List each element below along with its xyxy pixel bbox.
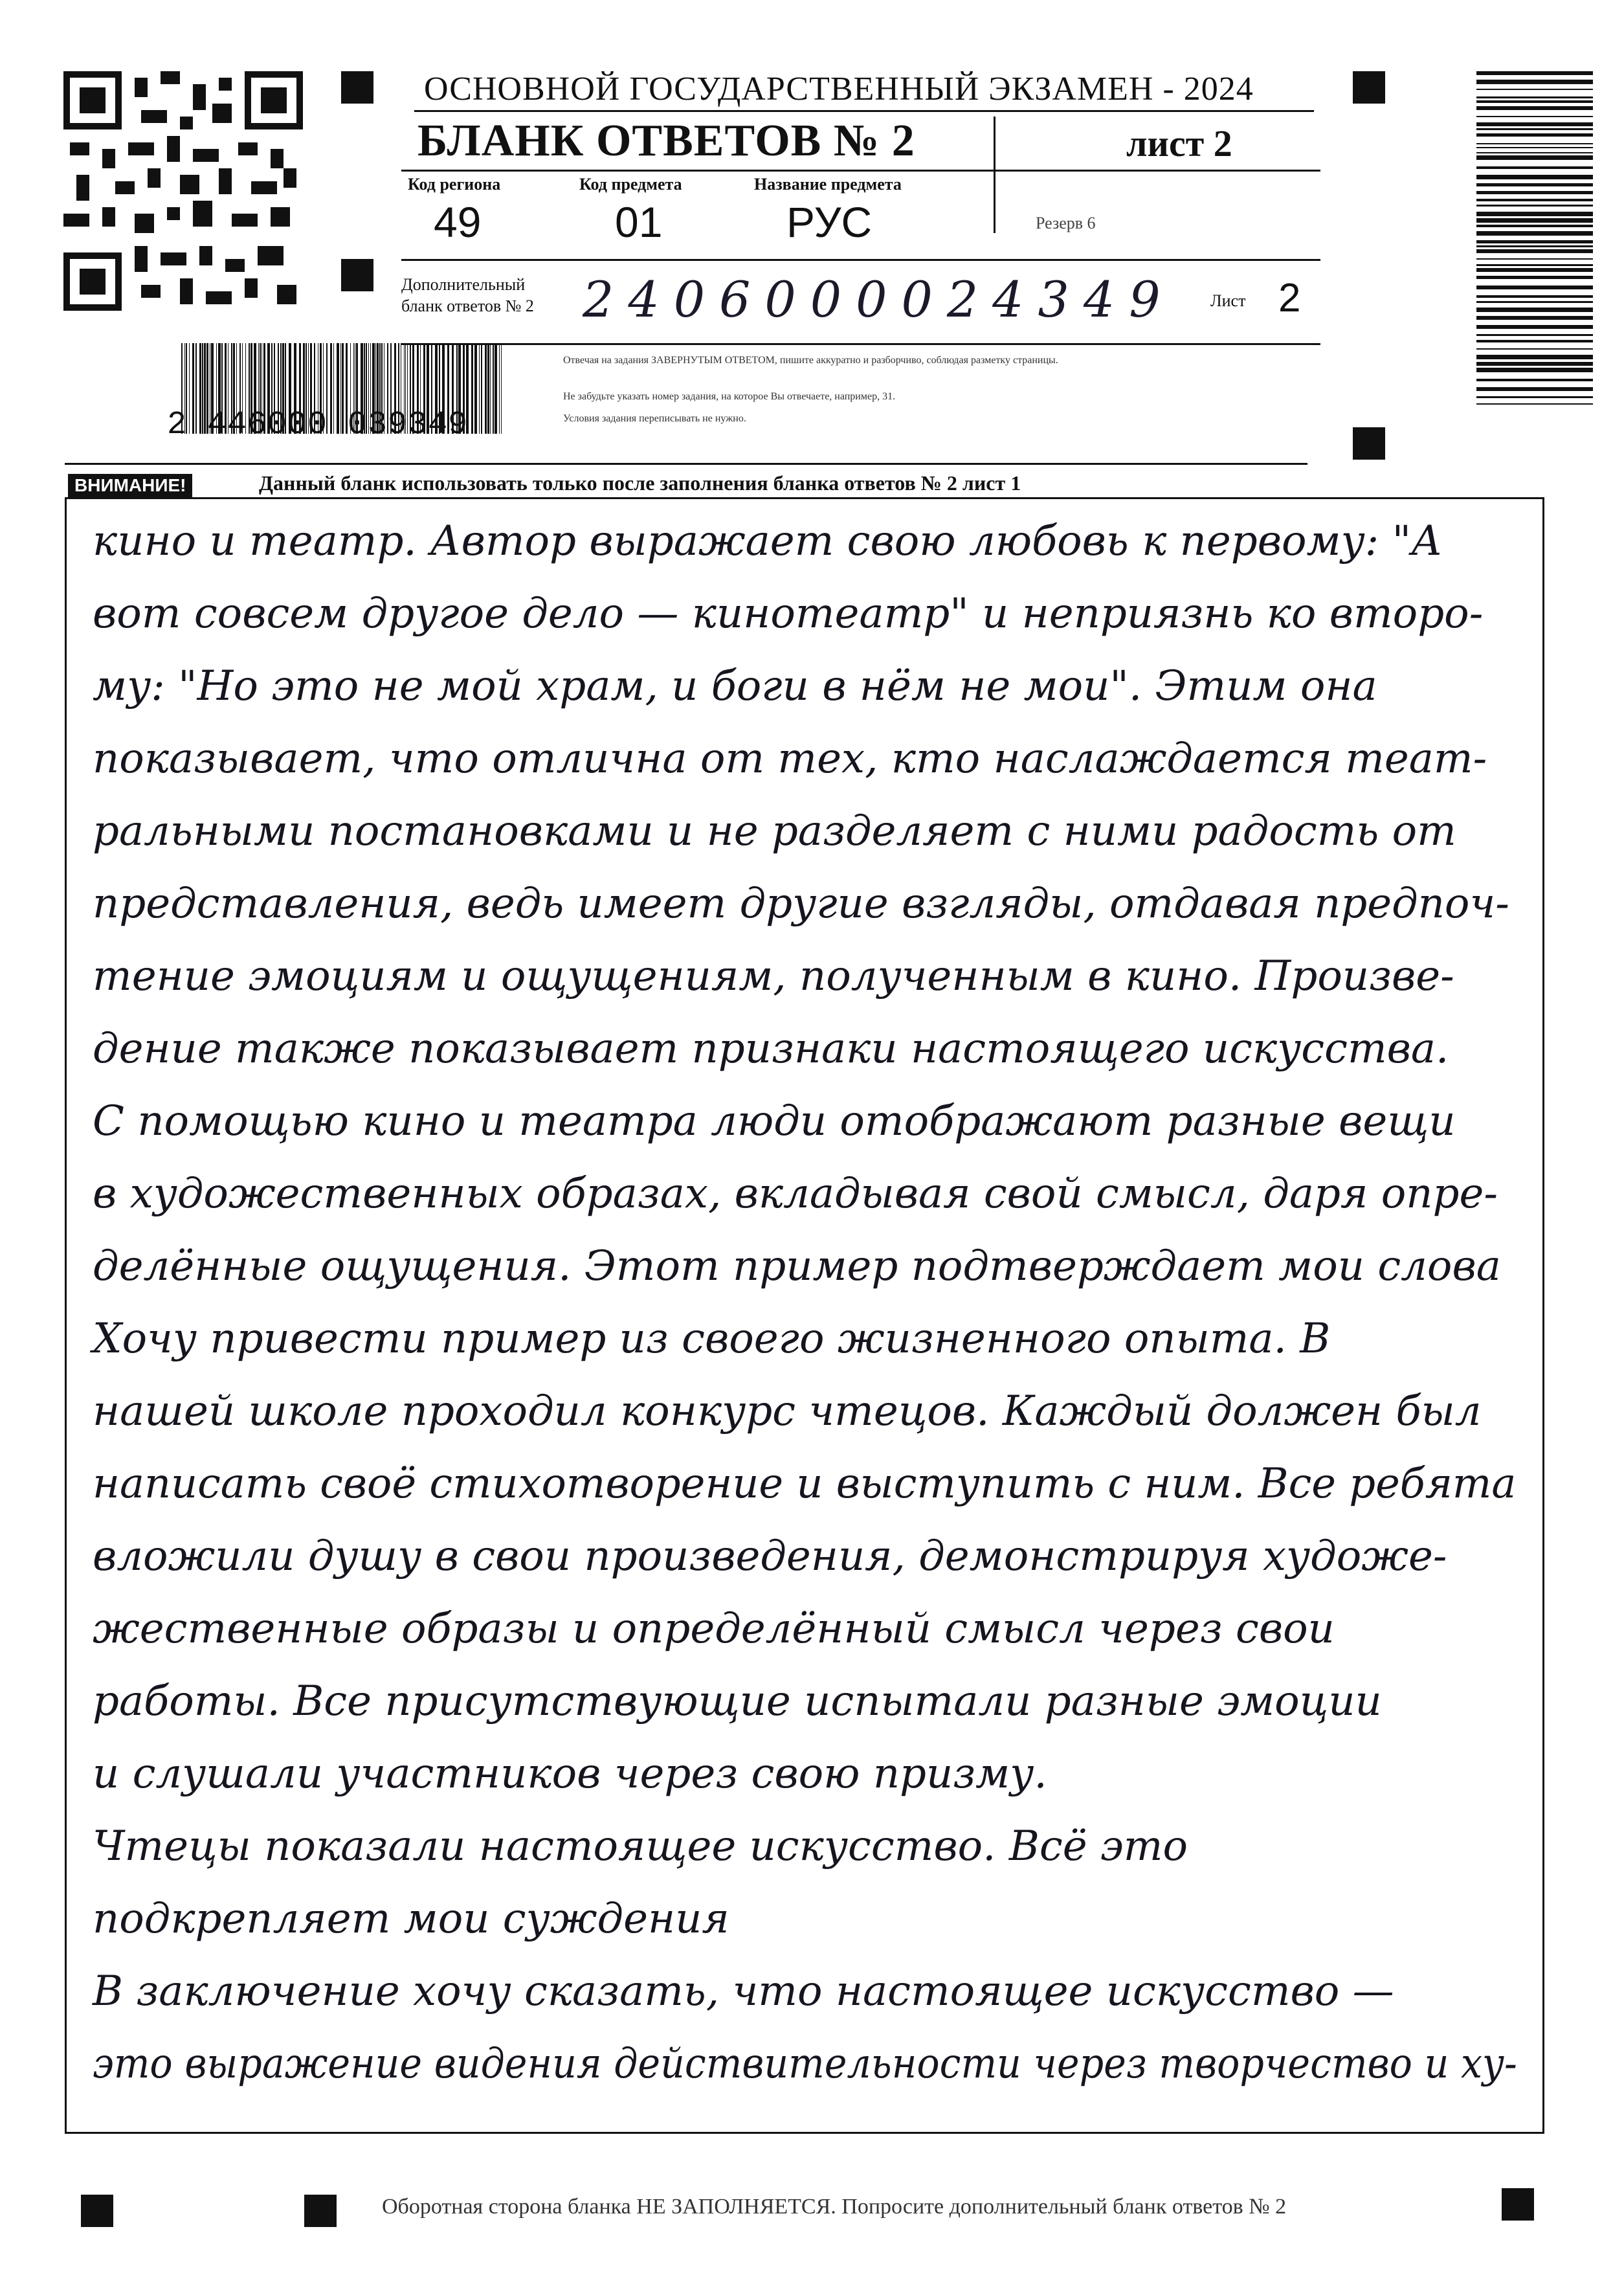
answer-line: подкрепляет мои суждения [93,1895,729,1943]
answer-line: работы. Все присутствующие испытали разные эмоции [93,1677,1382,1725]
additional-number: 2406000024349 [583,271,1175,328]
answer-line: му: "Но это не мой храм, и боги в нём не мои". Этим она [93,662,1377,710]
answer-line: представления, ведь имеет другие взгляды, отдавая предпоч- [93,880,1509,928]
warning-badge: ВНИМАНИЕ! [68,474,192,497]
header-row-line [401,170,1320,172]
corner-marker-top-right [1353,71,1385,104]
additional-row-line [401,343,1320,345]
reserve-label: Резерв 6 [1036,214,1096,232]
answer-line: дение также показывает признаки настоящего искусства. [93,1025,1449,1073]
region-value: 49 [434,198,482,246]
additional-label-2: бланк ответов № 2 [401,297,534,315]
warning-top-line [65,463,1307,465]
barcode-number: 2 446000 039349 [167,407,469,443]
sheet-field-label: Лист [1210,291,1246,310]
corner-marker-bottom-3 [1502,2188,1534,2221]
subject-code-value: 01 [615,198,663,246]
exam-title: ОСНОВНОЙ ГОСУДАРСТВЕННЫЙ ЭКЗАМЕН - 2024 [424,71,1254,107]
sheet-field-value: 2 [1278,276,1301,320]
corner-marker-top-left [341,71,373,104]
corner-marker-mid-left [341,259,373,291]
answer-line: это выражение видения действительности через творчество и ху- [93,2040,1517,2088]
answer-line: в художественных образах, вкладывая свой смысл, даря опре- [93,1170,1498,1218]
answer-line: и слушали участников через свою призму. [93,1750,1047,1798]
qr-code [63,71,303,311]
title-underline [414,110,1314,112]
subject-name-value: РУС [786,198,873,246]
instructions-line-1: Отвечая на задания ЗАВЕРНУТЫМ ОТВЕТОМ, пишите аккуратно и разборчиво, соблюдая разметку страницы. [563,355,1058,366]
codes-row-line [401,259,1320,261]
answer-line: кино и театр. Автор выражает свою любовь к первому: "А [93,517,1443,565]
answer-line: Хочу привести пример из своего жизненного опыта. В [93,1315,1331,1363]
answer-area [65,497,1544,2134]
answer-line: Чтецы показали настоящее искусство. Всё это [93,1822,1188,1870]
answer-line: показывает, что отлична от тех, кто наслаждается теат- [93,735,1487,783]
side-barcode [1476,71,1593,408]
answer-line: В заключение хочу сказать, что настоящее искусство — [93,1967,1394,2015]
answer-line: вложили душу в свои произведения, демонстрируя художе- [93,1532,1447,1580]
title-divider [994,117,996,233]
answer-line: ральными постановками и не разделяет с ними радость от [93,807,1456,855]
answer-line: С помощью кино и театра люди отображают разные вещи [93,1097,1456,1145]
additional-label-1: Дополнительный [401,275,526,294]
subject-name-label: Название предмета [754,175,902,194]
answer-line: вот совсем другое дело — кинотеатр" и неприязнь ко второ- [93,590,1484,638]
instructions-line-3: Условия задания переписывать не нужно. [563,413,746,424]
form-title: БЛАНК ОТВЕТОВ № 2 [417,116,915,166]
answer-line: написать своё стихотворение и выступить с ним. Все ребята [93,1460,1517,1508]
instructions-line-2: Не забудьте указать номер задания, на которое Вы отвечаете, например, 31. [563,391,896,402]
corner-marker-mid-right [1353,427,1385,460]
footer-note: Оборотная сторона бланка НЕ ЗАПОЛНЯЕТСЯ. Попросите дополнительный бланк ответов № 2 [382,2195,1287,2219]
corner-marker-bottom-2 [304,2195,337,2227]
region-label: Код региона [408,175,501,194]
sheet-title: лист 2 [1126,122,1232,164]
answer-line: нашей школе проходил конкурс чтецов. Каждый должен был [93,1387,1482,1435]
answer-line: делённые ощущения. Этот пример подтверждает мои слова [93,1242,1501,1290]
corner-marker-bottom-1 [81,2195,113,2227]
answer-line: тение эмоциям и ощущениям, полученным в кино. Произве- [93,952,1454,1000]
answer-line: жественные образы и определённый смысл через свои [93,1605,1335,1653]
subject-code-label: Код предмета [579,175,682,194]
warning-text: Данный бланк использовать только после заполнения бланка ответов № 2 лист 1 [259,471,1021,495]
